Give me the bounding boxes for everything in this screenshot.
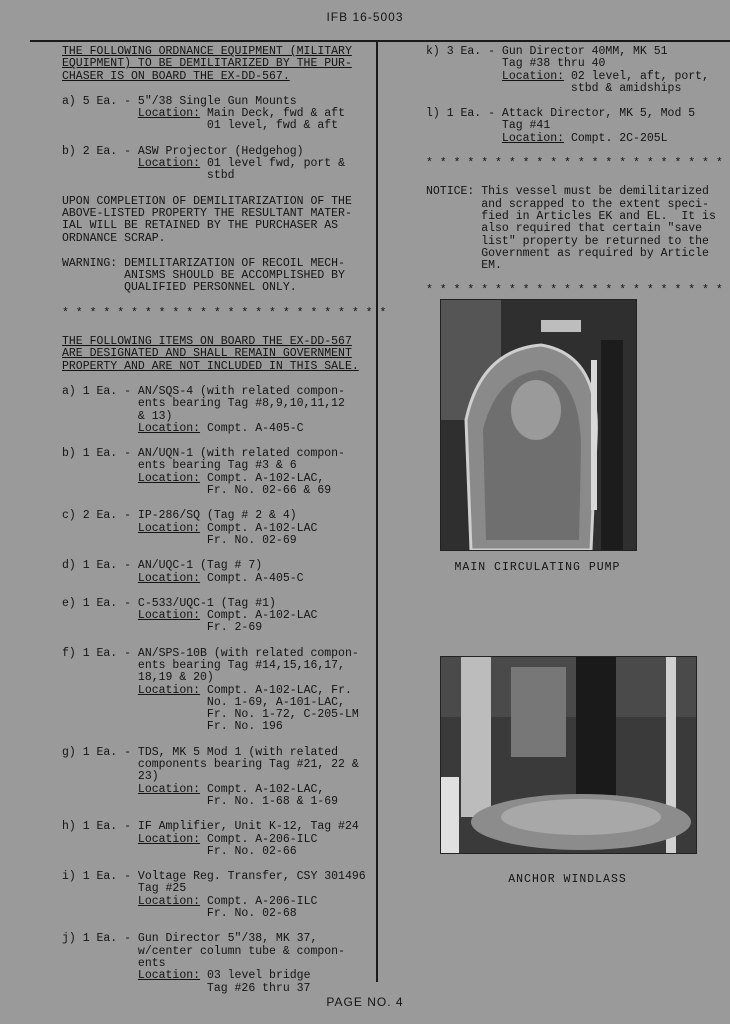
location-text: Compt. A-102-LAC, Fr. bbox=[200, 683, 352, 697]
location-continuation: Fr. No. 02-68 bbox=[62, 907, 297, 921]
government-item bbox=[62, 448, 374, 497]
page-header: IFB 16-5003 bbox=[326, 10, 404, 24]
right-column bbox=[426, 46, 728, 314]
top-rule bbox=[30, 40, 730, 42]
location-text: Main Deck, fwd & aft bbox=[200, 107, 345, 121]
location-text: Compt. A-405-C bbox=[200, 421, 304, 435]
location-text: Compt. A-102-LAC bbox=[200, 521, 318, 535]
left-column bbox=[62, 45, 387, 1008]
location-label: Location: bbox=[137, 421, 201, 435]
location-text: Compt. A-206-ILC bbox=[200, 832, 318, 846]
government-item bbox=[62, 598, 374, 635]
star-divider-2: * * * * * * * * * * * * * * * * * * * * * * bbox=[426, 157, 723, 171]
item-line: ents bearing Tag #3 & 6 bbox=[62, 459, 297, 473]
location-text: Compt. 2C-205L bbox=[564, 131, 668, 145]
ordnance-intro-line: THE FOLLOWING ORDNANCE EQUIPMENT (MILITARY bbox=[62, 45, 352, 58]
location-continuation: Tag #26 thru 37 bbox=[62, 981, 311, 995]
item-line: f) 1 Ea. - AN/SPS-10B (with related compon- bbox=[62, 646, 359, 660]
location-text: Compt. A-206-ILC bbox=[200, 894, 318, 908]
location-continuation: 01 level, fwd & aft bbox=[62, 119, 339, 133]
warning-line: WARNING: DEMILITARIZATION OF RECOIL MECH- bbox=[62, 256, 345, 270]
notice-line: also required that certain "save bbox=[426, 222, 703, 236]
notice-line: and scrapped to the extent speci- bbox=[426, 197, 709, 211]
item-line: l) 1 Ea. - Attack Director, MK 5, Mod 5 bbox=[426, 107, 696, 121]
location-text: Compt. A-102-LAC, bbox=[200, 471, 325, 485]
government-item bbox=[62, 560, 374, 585]
government-item bbox=[62, 871, 374, 920]
government-item bbox=[62, 747, 374, 808]
warning-paragraph bbox=[62, 258, 374, 295]
notice-line: list" property be returned to the bbox=[426, 234, 709, 248]
government-item bbox=[62, 821, 374, 858]
location-text: Compt. A-102-LAC, bbox=[200, 782, 325, 796]
location-continuation: stbd bbox=[62, 169, 235, 183]
warning-line: QUALIFIED PERSONNEL ONLY. bbox=[62, 281, 297, 295]
completion-line: IAL WILL BE RETAINED BY THE PURCHASER AS bbox=[62, 219, 339, 233]
warning-line: ANISMS SHOULD BE ACCOMPLISHED BY bbox=[62, 269, 345, 283]
location-continuation: Fr. 2-69 bbox=[62, 621, 263, 635]
location-label: Location: bbox=[137, 894, 201, 908]
location-continuation: Fr. No. 02-66 & 69 bbox=[62, 484, 332, 498]
photo-caption-pump: MAIN CIRCULATING PUMP bbox=[454, 561, 621, 574]
government-item bbox=[62, 386, 374, 435]
item-line: a) 1 Ea. - AN/SQS-4 (with related compon- bbox=[62, 384, 345, 398]
item-line: ents bearing Tag #8,9,10,11,12 bbox=[62, 397, 345, 411]
page-number: PAGE NO. 4 bbox=[326, 995, 404, 1009]
government-intro-line: ARE DESIGNATED AND SHALL REMAIN GOVERNMENT bbox=[62, 347, 352, 361]
location-text: 01 level fwd, port & bbox=[200, 157, 345, 171]
government-intro-line: PROPERTY AND ARE NOT INCLUDED IN THIS SALE. bbox=[62, 359, 359, 373]
completion-line: ORDNANCE SCRAP. bbox=[62, 231, 166, 245]
item-line: ents bearing Tag #14,15,16,17, bbox=[62, 658, 345, 672]
item-line: k) 3 Ea. - Gun Director 40MM, MK 51 bbox=[426, 45, 668, 58]
location-text: Compt. A-102-LAC bbox=[200, 609, 318, 623]
location-continuation: Fr. No. 02-66 bbox=[62, 844, 297, 858]
location-label: Location: bbox=[137, 969, 201, 983]
notice-line: fied in Articles EK and EL. It is bbox=[426, 209, 716, 223]
location-continuation: No. 1-69, A-101-LAC, Fr. No. 1-72, C-205-LM Fr. No. 196 bbox=[206, 695, 359, 734]
item-line: & 13) bbox=[62, 409, 173, 423]
item-line: w/center column tube & compon- bbox=[62, 944, 345, 958]
item-line: d) 1 Ea. - AN/UQC-1 (Tag # 7) bbox=[62, 559, 263, 573]
location-label: Location: bbox=[137, 832, 201, 846]
notice-line: Government as required by Article bbox=[426, 246, 709, 260]
ordnance-item bbox=[62, 146, 374, 183]
government-item bbox=[62, 933, 374, 994]
item-line: j) 1 Ea. - Gun Director 5"/38, MK 37, bbox=[62, 932, 318, 946]
government-item bbox=[62, 648, 374, 734]
item-line: ents bbox=[62, 956, 166, 970]
completion-line: UPON COMPLETION OF DEMILITARIZATION OF THE bbox=[62, 194, 352, 208]
location-label: Location: bbox=[137, 157, 201, 171]
notice-line: NOTICE: This vessel must be demilitarized bbox=[426, 185, 709, 199]
location-label: Location: bbox=[137, 107, 201, 121]
right-items bbox=[426, 46, 728, 145]
photo-caption-windlass: ANCHOR WINDLASS bbox=[508, 873, 627, 886]
item-line: c) 2 Ea. - IP-286/SQ (Tag # 2 & 4) bbox=[62, 509, 297, 523]
location-label: Location: bbox=[137, 471, 201, 485]
ordnance-items bbox=[62, 96, 374, 183]
location-label: Location: bbox=[137, 521, 201, 535]
item-line: components bearing Tag #21, 22 & bbox=[62, 758, 359, 772]
notice-paragraph bbox=[426, 186, 728, 272]
item-line: b) 2 Ea. - ASW Projector (Hedgehog) bbox=[62, 144, 304, 158]
location-text: 03 level bridge bbox=[200, 969, 311, 983]
anchor-windlass-photo bbox=[440, 656, 697, 854]
ordnance-item bbox=[62, 96, 374, 133]
right-item bbox=[426, 46, 728, 95]
location-text: Compt. A-405-C bbox=[200, 571, 304, 585]
government-items bbox=[62, 386, 374, 995]
star-divider-3: * * * * * * * * * * * * * * * * * * * * * * bbox=[426, 284, 723, 298]
location-label: Location: bbox=[137, 609, 201, 623]
location-label: Location: bbox=[137, 683, 201, 697]
government-intro-line: THE FOLLOWING ITEMS ON BOARD THE EX-DD-567 bbox=[62, 335, 352, 349]
completion-line: ABOVE-LISTED PROPERTY THE RESULTANT MATER- bbox=[62, 206, 352, 220]
item-line: g) 1 Ea. - TDS, MK 5 Mod 1 (with related bbox=[62, 745, 339, 759]
item-line: h) 1 Ea. - IF Amplifier, Unit K-12, Tag #24 bbox=[62, 820, 359, 834]
main-circulating-pump-photo bbox=[440, 299, 637, 551]
ordnance-intro-line: CHASER IS ON BOARD THE EX-DD-567. bbox=[62, 69, 290, 83]
item-line: Tag #38 thru 40 bbox=[426, 57, 606, 71]
location-continuation: Fr. No. 1-68 & 1-69 bbox=[62, 794, 339, 808]
location-label: Location: bbox=[501, 69, 565, 83]
location-label: Location: bbox=[137, 571, 201, 585]
item-line: i) 1 Ea. - Voltage Reg. Transfer, CSY 301496 bbox=[62, 870, 366, 884]
location-continuation: Fr. No. 02-69 bbox=[62, 533, 297, 547]
location-label: Location: bbox=[501, 131, 565, 145]
star-divider: * * * * * * * * * * * * * * * * * * * * * * * * bbox=[62, 306, 387, 320]
item-line: 18,19 & 20) bbox=[62, 671, 214, 685]
item-line: e) 1 Ea. - C-533/UQC-1 (Tag #1) bbox=[62, 596, 276, 610]
item-line: 23) bbox=[62, 770, 159, 784]
ordnance-intro-line: EQUIPMENT) TO BE DEMILITARIZED BY THE PUR- bbox=[62, 57, 352, 71]
ordnance-intro bbox=[62, 46, 374, 83]
right-item bbox=[426, 108, 728, 145]
column-divider bbox=[376, 40, 378, 982]
government-intro bbox=[62, 336, 374, 373]
government-item bbox=[62, 510, 374, 547]
item-line: a) 5 Ea. - 5"/38 Single Gun Mounts bbox=[62, 94, 297, 108]
location-text: 02 level, aft, port, bbox=[564, 69, 709, 83]
location-label: Location: bbox=[137, 782, 201, 796]
item-line: Tag #41 bbox=[426, 119, 551, 133]
location-continuation: stbd & amidships bbox=[426, 81, 682, 95]
item-line: Tag #25 bbox=[62, 882, 187, 896]
item-line: b) 1 Ea. - AN/UQN-1 (with related compon- bbox=[62, 447, 345, 461]
completion-paragraph bbox=[62, 196, 374, 245]
notice-line: EM. bbox=[426, 259, 502, 273]
